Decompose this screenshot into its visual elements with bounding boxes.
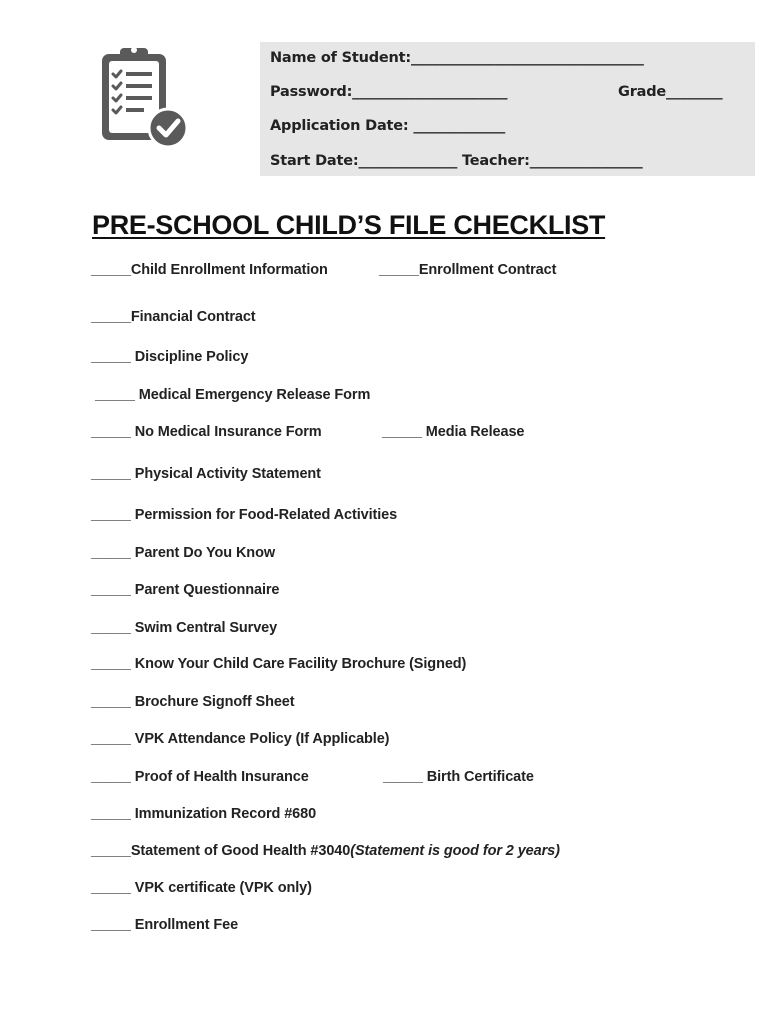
checklist-item-immunization: _____ Immunization Record #680 <box>91 806 317 822</box>
checklist-item-media-release: _____ Media Release <box>382 424 525 440</box>
student-info-box <box>260 42 755 176</box>
checklist-item-birth-certificate: _____ Birth Certificate <box>383 769 534 785</box>
good-health-note: (Statement is good for 2 years) <box>350 843 560 859</box>
clipboard-checklist-icon <box>100 44 190 152</box>
checklist-item-vpk-certificate: _____ VPK certificate (VPK only) <box>91 880 312 896</box>
checklist-item-discipline-policy: _____ Discipline Policy <box>91 349 249 365</box>
checklist-item-brochure-signoff: _____ Brochure Signoff Sheet <box>91 694 295 710</box>
application-date-field[interactable]: Application Date: _____________ <box>270 118 506 134</box>
checklist-item-proof-insurance: _____ Proof of Health Insurance <box>91 769 309 785</box>
checklist-item-medical-emergency: _____ Medical Emergency Release Form <box>95 387 371 403</box>
checklist-item-swim-survey: _____ Swim Central Survey <box>91 620 278 636</box>
student-name-field[interactable]: Name of Student:_________________________________ <box>270 50 644 66</box>
checklist-item-food-permission: _____ Permission for Food-Related Activities <box>91 507 398 523</box>
start-date-teacher-field[interactable]: Start Date:______________ Teacher:________________ <box>270 153 643 169</box>
page-title: PRE-SCHOOL CHILD’S FILE CHECKLIST <box>92 210 606 240</box>
checklist-item-vpk-attendance: _____ VPK Attendance Policy (If Applicable) <box>91 731 390 747</box>
checklist-item-parent-do-you-know: _____ Parent Do You Know <box>91 545 276 561</box>
checklist-item-child-enrollment: _____Child Enrollment Information <box>91 262 328 278</box>
password-field[interactable]: Password:______________________ <box>270 84 508 100</box>
checklist-item-enrollment-contract: _____Enrollment Contract <box>379 262 557 278</box>
grade-field[interactable]: Grade________ <box>618 84 723 100</box>
checklist-item-physical-activity: _____ Physical Activity Statement <box>91 466 321 482</box>
checklist-item-facility-brochure: _____ Know Your Child Care Facility Brochure (Signed) <box>91 656 467 672</box>
checklist-item-enrollment-fee: _____ Enrollment Fee <box>91 917 239 933</box>
checklist-item-parent-questionnaire: _____ Parent Questionnaire <box>91 582 280 598</box>
checklist-item-financial-contract: _____Financial Contract <box>91 309 256 325</box>
good-health-label: _____Statement of Good Health #3040 <box>91 843 351 859</box>
checklist-item-good-health <box>91 843 560 859</box>
checklist-item-no-medical-insurance: _____ No Medical Insurance Form <box>91 424 322 440</box>
